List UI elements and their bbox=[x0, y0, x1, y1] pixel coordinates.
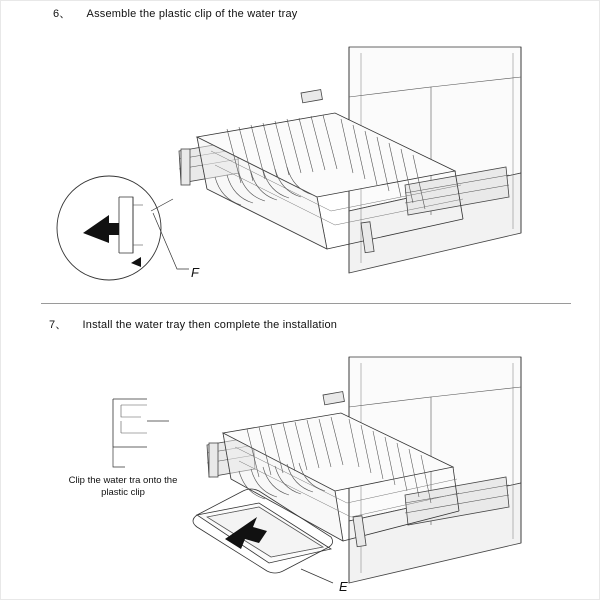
step-6-number: 6、 bbox=[53, 8, 71, 20]
leader-line-clip-note bbox=[113, 447, 125, 467]
drip-rails-2 bbox=[239, 463, 325, 499]
step-7-heading bbox=[49, 316, 337, 332]
small-arrow-f bbox=[131, 257, 141, 267]
leader-line-f bbox=[153, 213, 189, 269]
leader-line-e bbox=[301, 569, 333, 583]
step-7-title: Install the water tray then complete the installation bbox=[82, 319, 338, 331]
bracket-top-2 bbox=[323, 392, 344, 405]
step-6-title: Assemble the plastic clip of the water tray bbox=[86, 8, 298, 20]
drip-rails bbox=[215, 167, 313, 205]
bracket-top bbox=[301, 90, 322, 103]
drawer-slide-left bbox=[179, 141, 239, 183]
clip-bracket-left bbox=[181, 149, 190, 185]
plastic-clip-profile bbox=[119, 197, 133, 253]
step-6-heading bbox=[53, 5, 298, 21]
basket-wire-tines bbox=[227, 115, 337, 183]
clip-bracket-left-2 bbox=[209, 443, 218, 477]
basket-top-rim bbox=[197, 113, 455, 197]
step-7-drawing bbox=[113, 357, 521, 583]
drawer-slide-right-2 bbox=[405, 477, 509, 525]
callout-label-f: F bbox=[191, 265, 199, 280]
drawer-slide-right bbox=[405, 167, 509, 215]
step-7-number: 7、 bbox=[49, 319, 67, 331]
cabinet-bottom-panel-2 bbox=[349, 483, 521, 583]
drawer-slide-left-2 bbox=[207, 437, 255, 477]
section-divider bbox=[41, 303, 571, 304]
basket-wire-tines-2 bbox=[247, 417, 343, 477]
cabinet-bottom-panel bbox=[349, 173, 521, 273]
cabinet-back-panel-2 bbox=[349, 357, 521, 521]
step-6-drawing bbox=[57, 47, 521, 280]
water-tray bbox=[193, 489, 333, 573]
callout-label-e: E bbox=[339, 579, 348, 594]
assembly-arrow-f bbox=[83, 215, 119, 243]
cabinet-back-panel bbox=[349, 47, 521, 211]
basket-top-rim-2 bbox=[223, 413, 453, 491]
clip-detail-sketch bbox=[113, 399, 169, 467]
basket-wire-tines-2-right bbox=[349, 419, 431, 503]
basket-wire-tines-right bbox=[341, 119, 425, 209]
water-tray-arrow bbox=[225, 517, 267, 549]
clip-bracket-right-2 bbox=[353, 516, 366, 547]
water-tray-clip-note: Clip the water tra onto the plastic clip bbox=[68, 475, 178, 498]
clip-bracket-right bbox=[361, 222, 374, 253]
detail-zoom-circle bbox=[57, 176, 161, 280]
technical-illustration bbox=[1, 1, 600, 600]
